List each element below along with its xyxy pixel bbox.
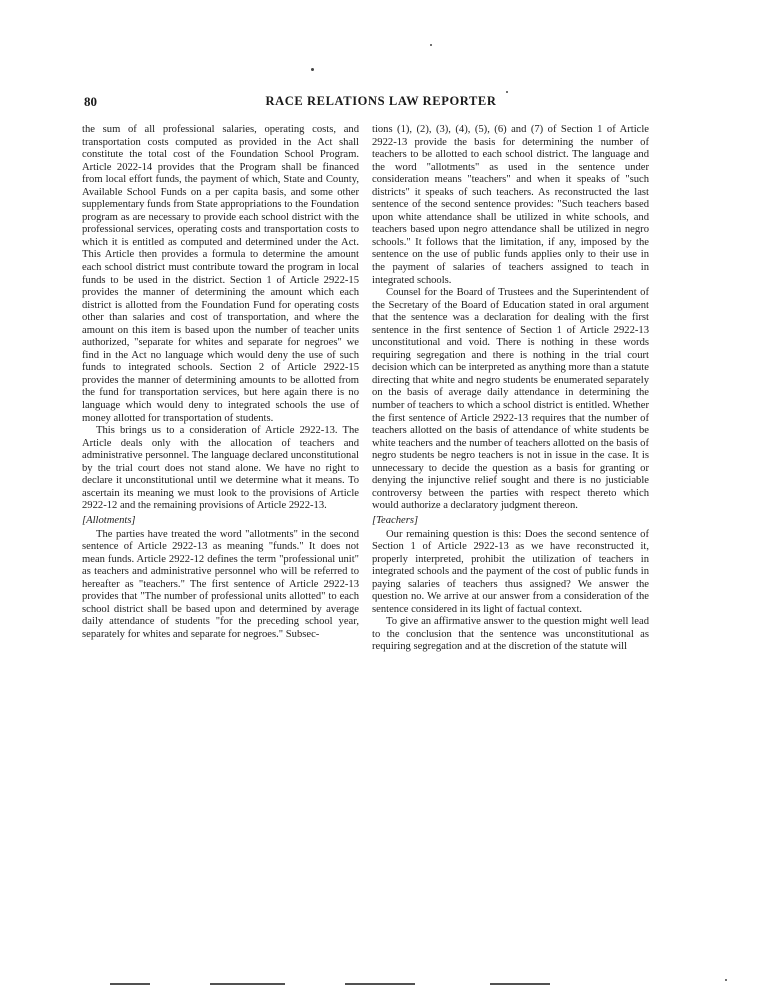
left-subheading-allotments: [Allotments] (82, 514, 136, 526)
left-column (82, 124, 359, 641)
scan-speck (430, 44, 432, 46)
running-head: RACE RELATIONS LAW REPORTER (265, 94, 497, 108)
scan-edge-rule (110, 983, 150, 985)
scan-edge-rule (210, 983, 285, 985)
scan-speck (311, 68, 314, 71)
left-paragraph-2: This brings us to a consideration of Article 2922-13. The Article deals only with the allocation of teachers and administrative personnel. The language declared unconstitutional by the trial court does not stand alone. We have no right to declare it unconstitutional until we determine what it means. To ascertain its meaning we must look to the provisions of Article 2922-12 and the remaining provisions of Article 2922-13. (82, 425, 359, 512)
page-number: 80 (84, 94, 97, 109)
scan-speck (506, 91, 508, 93)
right-subheading-teachers: [Teachers] (372, 514, 419, 526)
right-paragraph-3: Our remaining question is this: Does the second sentence of Section 1 of Article 2922-13 as we have reconstructed it, properly interpreted, prohibit the utilization of teachers in integrated schools and the payment of the cost of public funds in paying salaries of teachers thus assigned? We answer the question no. We arrive at our answer from a consideration of the sentence considered in its light of factual context. (372, 528, 649, 615)
page-header (76, 94, 686, 114)
left-paragraph-3: The parties have treated the word "allotments" in the second sentence of Article 2922-13 as meaning "funds." It does not mean funds. Article 2922-12 defines the term "professional unit" as teachers and administrative personnel who will be referred to hereafter as "teachers." The first sentence of Article 2922-13 provides that "The number of professional units allotted" to each school district shall be based upon and determined by average daily attendance of students "for the preceding school year, separately for whites and separate for negroes." Subsec- (82, 528, 359, 640)
scan-edge-rule (490, 983, 550, 985)
right-paragraph-2: Counsel for the Board of Trustees and the Superintendent of the Secretary of the Board of Education stated in oral argument that the sentence was a declaration for dealing with the first sentence in the first sentence of Section 1 of Article 2922-13 unconstitutional and void. There is nothing in these words requiring segregation and there is nothing in the trial court decision which can be interpreted as anything more than a statute directing that white and negro students be enumerated separately on the basis of average daily attendance in determining the number of teachers to which a school district is entitled. Whether the first sentence of Article 2922-13 requires that the number of teachers allotted on the basis of attendance of white students be white teachers and the number of teachers allotted on the basis of negro students be negro teachers is not in issue in the case. It is unnecessary to decide the question as a basis for granting or denying the injunctive relief sought and there is no justiciable controversy between the parties with respect thereto which would authorize a declaratory judgment thereon. (372, 287, 649, 512)
right-paragraph-1: tions (1), (2), (3), (4), (5), (6) and (7) of Section 1 of Article 2922-13 provide the basis for determining the number of teachers to be allotted to each school district. The language and the word "allotments" as used in the sentence under consideration means "teachers" and when it speaks of "such districts" it speaks of such teachers. As reconstructed the last sentence of the second sentence provides: "Such teachers based upon white attendance shall be utilized in white schools, and teachers based upon negro attendance shall be utilized in negro schools." It follows that the limitation, if any, imposed by the sentence on the use of public funds applies only to their use in the payment of salaries of teachers assigned to teach in integrated schools. (372, 124, 649, 286)
right-column (372, 124, 649, 654)
right-paragraph-4: To give an affirmative answer to the question might well lead to the conclusion that the sentence was unconstitutional as requiring segregation and at the discretion of the statute will (372, 616, 649, 653)
scan-speck (725, 979, 727, 981)
left-paragraph-1: the sum of all professional salaries, operating costs, and transportation costs computed as provided in the Act shall constitute the total cost of the Foundation School Program. Article 2022-14 provides that the Program shall be financed from local effort funds, the payment of which, State and County, Available School Funds on a per capita basis, and some other supplementary funds from State appropriations to the Foundation program as are necessary to provide each school district with the professional services, operating costs and transportation costs to which it is entitled as computed and determined under the Act. This Article then provides a formula to determine the amount each school district must contribute toward the program in local funds to be used in the district. Section 1 of Article 2922-15 provides the manner of determining the amount which each district is allotted from the Foundation Fund for operating costs other than salaries and cost of transportation, and where the amount on this item is based upon the number of teacher units authorized, "separate for whites and separate for negroes" we find in the Act no language which would deny the use of such funds to integrated schools. Section 2 of Article 2922-15 provides the manner of determining amounts to be allotted from the fund for transportation services, but here again there is no language which would deny to integrated schools the use of money allotted for transportation of students. (82, 124, 359, 424)
scan-edge-rule (345, 983, 415, 985)
